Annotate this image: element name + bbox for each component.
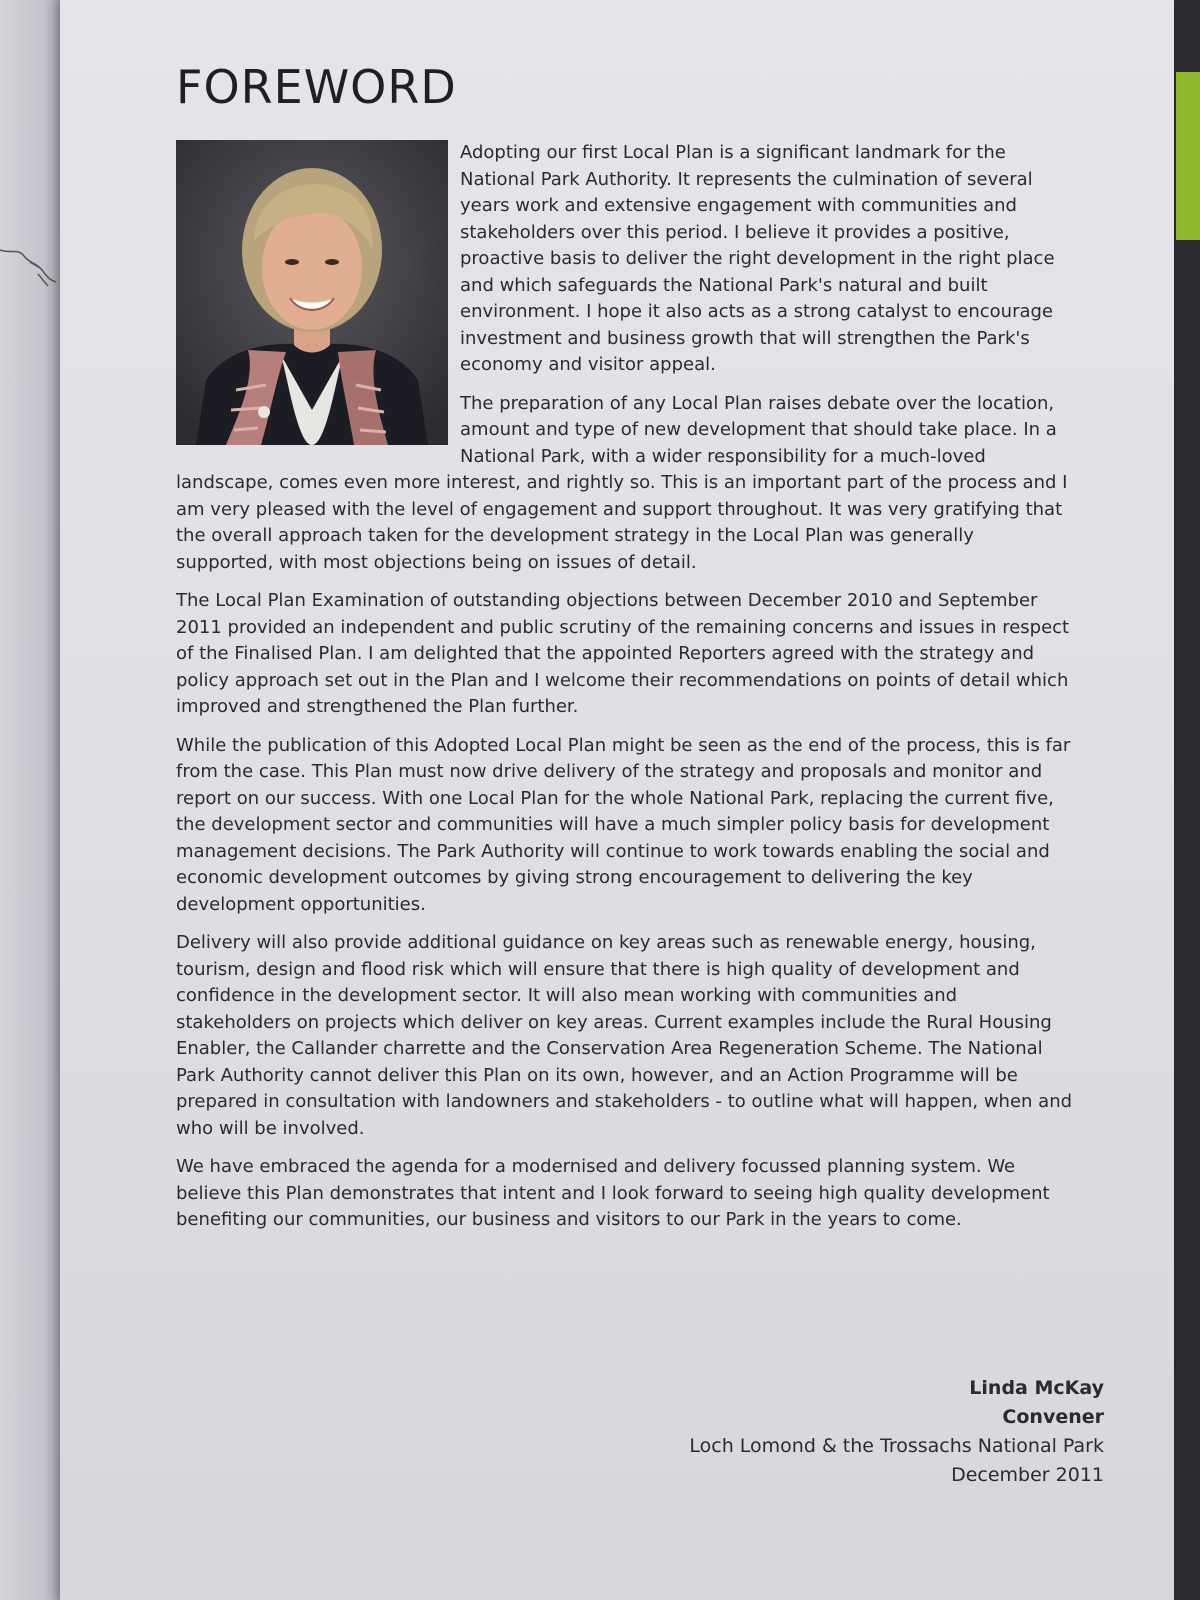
paragraph-5: Delivery will also provide additional guidance on key areas such as renewable energy, housing, tourism, design and flood risk which will ensure that there is high quality of development and confidence in the development sector. It will also mean working with communities and stakeholders on projects which deliver on key areas. Current examples include the Rural Housing Enabler, the Callander charrette and the Conservation Area Regeneration Scheme. The National Park Authority cannot deliver this Plan on its own, however, and an Action Programme will be prepared in consultation with landowners and stakeholders - to outline what will happen, when and who will be involved.: [176, 932, 1073, 1139]
paragraph-4: While the publication of this Adopted Local Plan might be seen as the end of the process, this is far from the case. This Plan must now drive delivery of the strategy and proposals and monitor and report on our success. With one Local Plan for the whole National Park, replacing the current five, the development sector and communities will have a much simpler policy basis for development management decisions. The Park Authority will continue to work towards enabling the social and economic development outcomes by giving strong encouragement to delivering the key development opportunities.: [176, 734, 1071, 915]
signature-date: December 2011: [951, 1464, 1104, 1486]
next-page-edge: [1172, 0, 1200, 1600]
paragraph-1: Adopting our first Local Plan is a significant landmark for the National Park Authority. It represents the culmination of several years work and extensive engagement with communities and stakeholders over this period. I believe it provides a positive, proactive basis to deliver the right development in the right place and which safeguards the National Park's natural and built environment. I hope it also acts as a strong catalyst to encourage investment and business growth that will strengthen the Park's economy and visitor appeal.: [460, 142, 1055, 375]
page-title: FOREWORD: [176, 60, 457, 114]
portrait-photo: [176, 140, 448, 445]
signature-block: [689, 1374, 1104, 1490]
paragraph-3: The Local Plan Examination of outstanding objections between December 2010 and September 2011 provided an independent and public scrutiny of the remaining concerns and issues in respect of the Finalised Plan. I am delighted that the appointed Reporters agreed with the strategy and policy approach set out in the Plan and I welcome their recommendations on points of detail which improved and strengthened the Plan further.: [176, 590, 1070, 717]
portrait-photo-icon: [176, 140, 448, 445]
document-page: [60, 0, 1174, 1600]
paragraph-6: We have embraced the agenda for a modernised and delivery focussed planning system. We believe this Plan demonstrates that intent and I look forward to seeing high quality development benefiting our communities, our business and visitors to our Park in the years to come.: [176, 1156, 1050, 1230]
foreword-content: [176, 60, 1076, 1246]
signatory-role: Convener: [1002, 1406, 1104, 1428]
green-accent-tab: [1176, 72, 1200, 240]
signatory-name: Linda McKay: [969, 1377, 1104, 1399]
signatory-organisation: Loch Lomond & the Trossachs National Park: [689, 1435, 1104, 1457]
facing-page-edge: [0, 0, 62, 1600]
map-sketch-icon: [0, 240, 60, 320]
paragraph-2: The preparation of any Local Plan raises debate over the location, amount and type of new development that should take place. In a National Park, with a wider responsibility for a much-loved landscape, comes even more interest, and rightly so. This is an important part of the process and I am very pleased with the level of engagement and support throughout. It was very gratifying that the overall approach taken for the development strategy in the Local Plan was generally supported, with most objections being on issues of detail.: [176, 392, 1068, 573]
